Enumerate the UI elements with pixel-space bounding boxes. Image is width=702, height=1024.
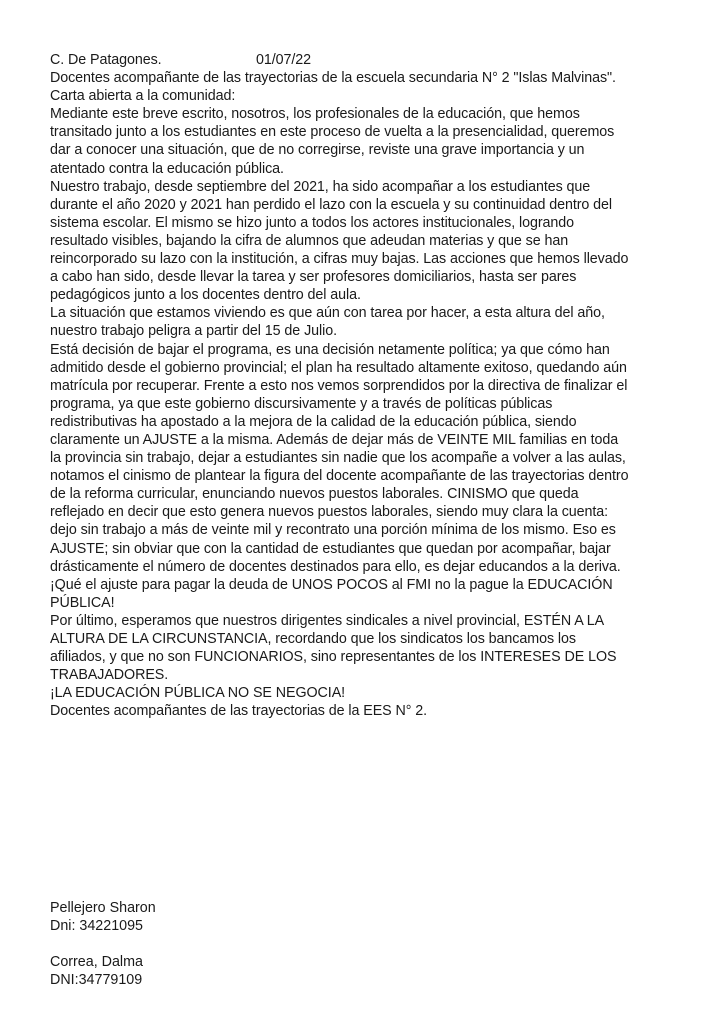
text-line: Está decisión de bajar el programa, es una decisión netamente política; ya que cómo han	[50, 341, 610, 358]
text-line: atentado contra la educación pública.	[50, 160, 284, 177]
text-line: drásticamente el número de docentes destinados para ello, es dejar educandos a la deriva.	[50, 558, 621, 575]
text-line: dar a conocer una situación, que de no corregirse, reviste una grave importancia y un	[50, 142, 585, 159]
text-line: Carta abierta a la comunidad:	[50, 88, 236, 105]
text-line: reincorporado su lazo con la institución, a cifras muy bajas. Las acciones que hemos llevado	[50, 251, 629, 268]
signer-id: DNI:34779109	[50, 972, 143, 989]
letter-date: 01/07/22	[256, 52, 312, 68]
open-letter	[50, 51, 675, 720]
signer-name: Pellejero Sharon	[50, 900, 156, 916]
text-line: matrícula por recuperar. Frente a esto nos vemos sorprendidos por la directiva de finalizar el	[50, 377, 628, 394]
text-line: Por último, esperamos que nuestros dirigentes sindicales a nivel provincial, ESTÉN A LA	[50, 612, 605, 629]
text-line: claramente un AJUSTE a la misma. Además de dejar más de VEINTE MIL familias en toda	[50, 431, 619, 448]
text-line: notamos el cinismo de plantear la figura del docente acompañante de las trayectorias dentro	[50, 468, 629, 485]
text-line: de la reforma curricular, enunciando nuevos puestos laborales. CINISMO que queda	[50, 486, 579, 503]
letter-header	[50, 51, 675, 69]
signer-id: Dni: 34221095	[50, 918, 144, 935]
text-line: resultado visibles, bajando la cifra de alumnos que adeudan materias y que se han	[50, 232, 569, 249]
text-line: dejo sin trabajo a más de veinte mil y recontrato una porción mínima de los mismo. Eso es	[50, 522, 616, 539]
text-line: sistema escolar. El mismo se hizo junto a todos los actores institucionales, logrando	[50, 214, 575, 231]
signature-block	[50, 953, 156, 989]
text-line: redistributivas ha apostado a la mejora de la calidad de la educación pública, siendo	[50, 413, 577, 430]
text-line: admitido desde el gobierno provincial; el plan ha resultado altamente exitoso, quedando aún	[50, 359, 627, 376]
text-line: Nuestro trabajo, desde septiembre del 2021, ha sido acompañar a los estudiantes que	[50, 178, 591, 195]
text-line: programa, ya que este gobierno discursivamente y a través de políticas públicas	[50, 395, 553, 412]
text-line: afiliados, y que no son FUNCIONARIOS, sino representantes de los INTERESES DE LOS	[50, 649, 617, 666]
text-line: durante el año 2020 y 2021 han perdido el lazo con la escuela y su continuidad dentro del	[50, 196, 612, 213]
text-line: TRABAJADORES.	[50, 667, 169, 684]
text-line: La situación que estamos viviendo es que aún con tarea por hacer, a esta altura del año,	[50, 305, 605, 322]
signature-block	[50, 899, 156, 935]
text-line: Docentes acompañantes de las trayectorias de la EES N° 2.	[50, 703, 428, 720]
text-line: a cabo han sido, desde llevar la tarea y ser profesores domiciliarios, hasta ser pares	[50, 269, 577, 286]
signer-name: Correa, Dalma	[50, 954, 143, 971]
text-line: reflejado en decir que esto genera nuevos puestos laborales, siendo muy clara la cuenta:	[50, 504, 609, 521]
text-line: ¡LA EDUCACIÓN PÚBLICA NO SE NEGOCIA!	[50, 685, 346, 702]
text-line: la provincia sin trabajo, dejar a estudiantes sin nadie que los acompañe a volver a las aulas,	[50, 450, 626, 467]
signatures	[50, 899, 156, 1007]
text-line: Mediante este breve escrito, nosotros, los profesionales de la educación, que hemos	[50, 106, 580, 123]
text-line: AJUSTE; sin obviar que con la cantidad de estudiantes que quedan por acompañar, bajar	[50, 540, 611, 557]
text-line: nuestro trabajo peligra a partir del 15 de Julio.	[50, 323, 337, 340]
letter-body	[50, 69, 675, 720]
text-line: pedagógicos junto a los docentes dentro del aula.	[50, 287, 361, 304]
text-line: ALTURA DE LA CIRCUNSTANCIA, recordando que los sindicatos los bancamos los	[50, 631, 576, 647]
text-line: PÚBLICA!	[50, 594, 115, 611]
text-line: transitado junto a los estudiantes en este proceso de vuelta a la presencialidad, queremos	[50, 124, 615, 141]
text-line: ¡Qué el ajuste para pagar la deuda de UNOS POCOS al FMI no la pague la EDUCACIÓN	[50, 576, 613, 593]
text-line: Docentes acompañante de las trayectorias de la escuela secundaria N° 2 "Islas Malvinas".	[50, 70, 616, 87]
letter-place: C. De Patagones.	[50, 52, 162, 68]
